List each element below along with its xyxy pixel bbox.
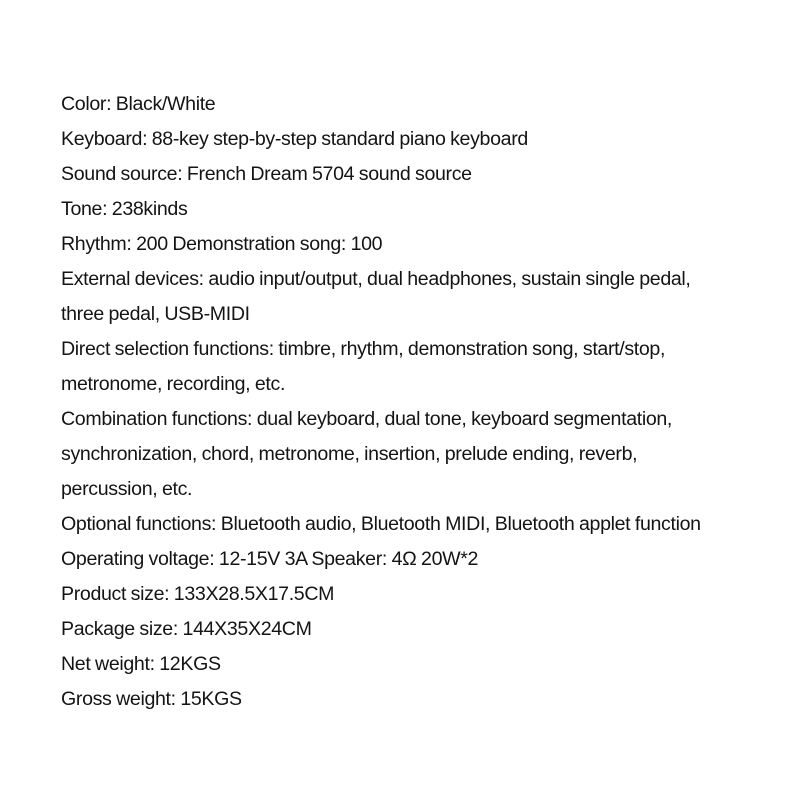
spec-combination-functions-cont: synchronization, chord, metronome, insertion, prelude ending, reverb, <box>61 443 638 465</box>
spec-tone: Tone: 238kinds <box>61 198 188 220</box>
product-spec-list <box>61 87 789 717</box>
spec-package-size: Package size: 144X35X24CM <box>61 618 312 640</box>
spec-net-weight: Net weight: 12KGS <box>61 653 221 675</box>
spec-external-devices: External devices: audio input/output, dual headphones, sustain single pedal, <box>61 268 691 290</box>
spec-direct-selection-cont: metronome, recording, etc. <box>61 373 286 395</box>
spec-product-size: Product size: 133X28.5X17.5CM <box>61 583 335 605</box>
spec-combination-functions-cont2: percussion, etc. <box>61 478 193 500</box>
spec-combination-functions: Combination functions: dual keyboard, dual tone, keyboard segmentation, <box>61 408 673 430</box>
spec-color: Color: Black/White <box>61 93 216 115</box>
spec-rhythm-demo-song: Rhythm: 200 Demonstration song: 100 <box>61 233 383 255</box>
spec-keyboard: Keyboard: 88-key step-by-step standard piano keyboard <box>61 128 528 150</box>
spec-optional-functions: Optional functions: Bluetooth audio, Bluetooth MIDI, Bluetooth applet function <box>61 513 701 535</box>
spec-gross-weight: Gross weight: 15KGS <box>61 688 242 710</box>
spec-sound-source: Sound source: French Dream 5704 sound source <box>61 163 472 185</box>
spec-external-devices-cont: three pedal, USB-MIDI <box>61 303 250 325</box>
spec-operating-voltage-speaker: Operating voltage: 12-15V 3A Speaker: 4Ω 20W*2 <box>61 548 479 570</box>
spec-direct-selection: Direct selection functions: timbre, rhythm, demonstration song, start/stop, <box>61 338 666 360</box>
